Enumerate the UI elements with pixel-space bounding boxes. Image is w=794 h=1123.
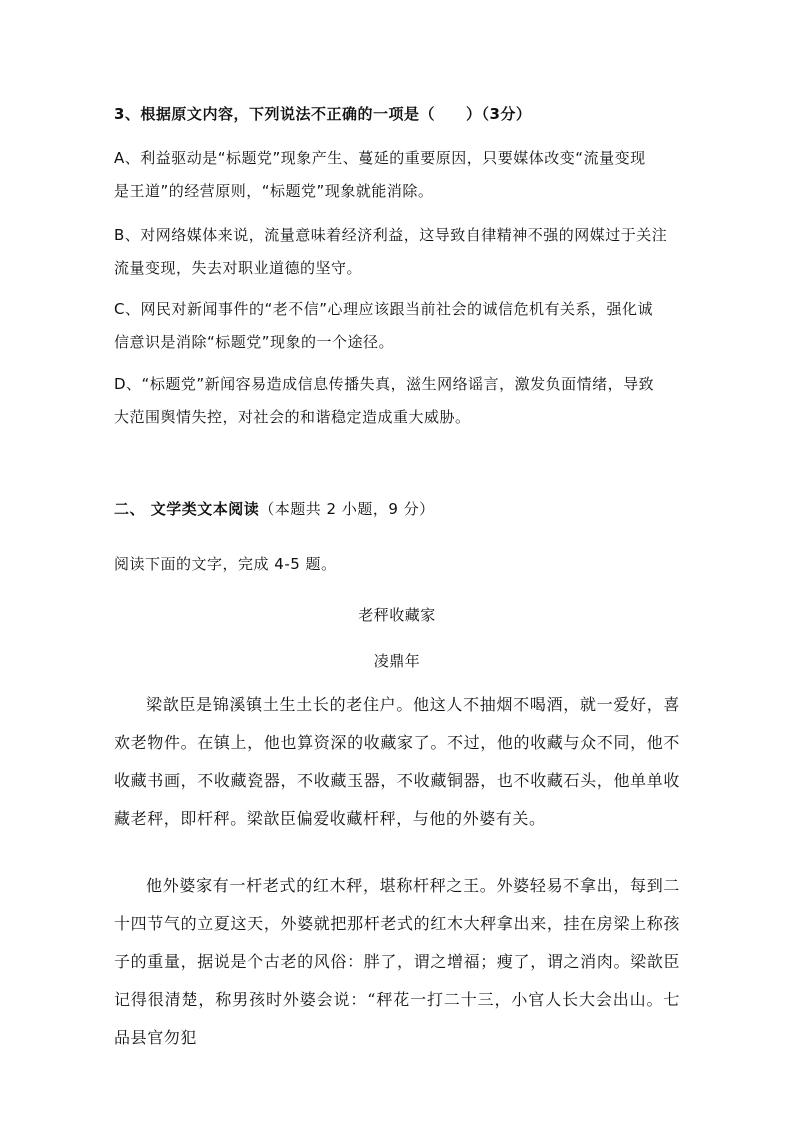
story-paragraph-1: 梁歆臣是锦溪镇土生土长的老住户。他这人不抽烟不喝酒，就一爱好，喜欢老物件。在镇上，他也算资深的收藏家了。不过，他的收藏与众不同，他不收藏书画，不收藏瓷器，不收藏玉器，不收藏铜器，也不收藏石头，他单单收藏老秤，即杆秤。梁歆臣偏爱收藏杆秤，与他的外婆有关。	[114, 695, 680, 828]
question-3-stem: 3、根据原文内容，下列说法不正确的一项是（ ）（3分）	[114, 105, 532, 123]
option-d-line-1: D、“标题党”新闻容易造成信息传播失真，滋生网络谣言，激发负面情绪，导致	[114, 375, 655, 393]
option-d-line-2: 大范围舆情失控，对社会的和谐稳定造成重大威胁。	[114, 408, 471, 426]
option-a-line-1: A、利益驱动是“标题党”现象产生、蔓延的重要原因，只要媒体改变“流量变现	[114, 149, 646, 167]
reading-instruction: 阅读下面的文字，完成 4-5 题。	[114, 555, 337, 573]
section-2-title: 二、 文学类文本阅读	[114, 500, 260, 518]
section-2-heading	[114, 498, 435, 519]
option-b-line-2: 流量变现，失去对职业道德的坚守。	[114, 259, 363, 277]
option-a-line-2: 是王道”的经营原则，“标题党”现象就能消除。	[114, 182, 434, 200]
story-author: 凌鼎年	[373, 652, 421, 670]
story-title: 老秤收藏家	[358, 606, 436, 624]
option-c-line-1: C、网民对新闻事件的“老不信”心理应该跟当前社会的诚信危机有关系，强化诚	[114, 300, 654, 318]
story-paragraph-2: 他外婆家有一杆老式的红木秤，堪称杆秤之王。外婆轻易不拿出，每到二十四节气的立夏这天，外婆就把那杆老式的红木大秤拿出来，挂在房梁上称孩子的重量，据说是个古老的风俗：胖了，谓之增福；瘦了，谓之消肉。梁歆臣记得很清楚，称男孩时外婆会说：“秤花一打二十三，小官人长大会出山。七品县官勿犯	[114, 876, 680, 1047]
option-c-line-2: 信意识是消除“标题党”现象的一个途径。	[114, 333, 395, 351]
option-b-line-1: B、对网络媒体来说，流量意味着经济利益，这导致自律精神不强的网媒过于关注	[114, 226, 668, 244]
section-2-note: （本题共 2 小题，9 分）	[259, 500, 435, 518]
